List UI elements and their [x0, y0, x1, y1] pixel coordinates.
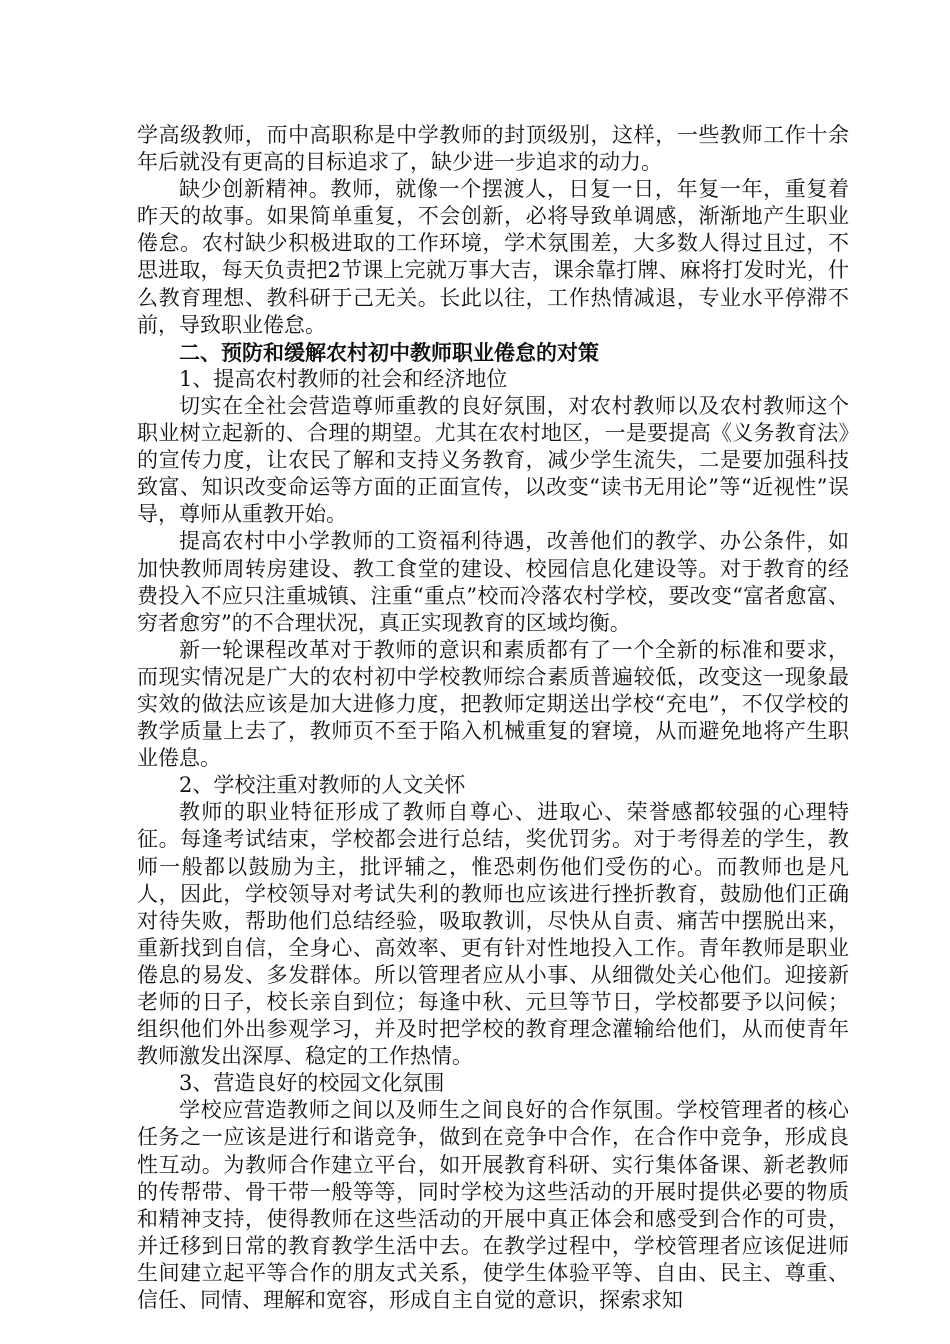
paragraph-welfare: 提高农村中小学教师的工资福利待遇，改善他们的教学、办公条件，如加快教师周转房建设、教工食堂的建设、校园信息化建设等。对于教育的经费投入不应只注重城镇、注重“重点”校而冷落农村学校，要改变“富者愈富、穷者愈穷”的不合理状况，真正实现教育的区域均衡。: [137, 529, 849, 635]
subheading-status: 1、提高农村教师的社会和经济地位: [179, 366, 508, 391]
paragraph-continuation: 学高级教师，而中高职称是中学教师的封顶级别，这样，一些教师工作十余年后就没有更高的目标追求了，缺少进一步追求的动力。: [137, 123, 849, 175]
subheading-campus-culture: 3、营造良好的校园文化氛围: [179, 1071, 445, 1096]
paragraph-lack-of-innovation: 缺少创新精神。教师，就像一个摆渡人，日复一日，年复一年，重复着昨天的故事。如果简单重复，不会创新，必将导致单调感，渐渐地产生职业倦怠。农村缺少积极进取的工作环境，学术氛围差，大多数人得过且过，不思进取，每天负责把2节课上完就万事大吉，课余靠打牌、麻将打发时光，什么教育理想、教科研于己无关。长此以往，工作热情减退，专业水平停滞不前，导致职业倦怠。: [137, 177, 849, 337]
section-heading-countermeasures: 二、预防和缓解农村初中教师职业倦怠的对策: [179, 339, 599, 365]
paragraph-care: 教师的职业特征形成了教师自尊心、进取心、荣誉感都较强的心理特征。每逢考试结束，学校都会进行总结，奖优罚劣。对于考得差的学生，教师一般都以鼓励为主，批评辅之，惟恐刺伤他们受伤的心。而教师也是凡人，因此，学校领导对考试失利的教师也应该进行挫折教育，鼓励他们正确对待失败，帮助他们总结经验，吸取教训，尽快从自责、痛苦中摆脱出来，重新找到自信，全身心、高效率、更有针对性地投入工作。青年教师是职业倦息的易发、多发群体。所以管理者应从小事、从细微处关心他们。迎接新老师的日子，校长亲自到位；每逢中秋、元旦等节日，学校都要予以问候；组织他们外出参观学习，并及时把学校的教育理念灌输给他们，从而使青年教师激发出深厚、稳定的工作热情。: [137, 800, 849, 1069]
paragraph-respect-teachers: 切实在全社会营造尊师重教的良好氛围，对农村教师以及农村教师这个职业树立起新的、合理的期望。尤其在农村地区，一是要提高《义务教育法》的宣传力度，让农民了解和支持义务教育，减少学生流失，二是要加强科技致富、知识改变命运等方面的正面宣传，以改变“读书无用论”等“近视性”误导，尊师从重教开始。: [137, 393, 849, 527]
paragraph-training: 新一轮课程改革对于教师的意识和素质都有了一个全新的标准和要求，而现实情况是广大的农村初中学校教师综合素质普遍较低，改变这一现象最实效的做法应该是加大进修力度，把教师定期送出学校“充电”，不仅学校的教学质量上去了，教师页不至于陷入机械重复的窘境，从而避免地将产生职业倦息。: [137, 637, 849, 771]
subheading-humanistic-care: 2、学校注重对教师的人文关怀: [179, 773, 466, 798]
paragraph-cooperation: 学校应营造教师之间以及师生之间良好的合作氛围。学校管理者的核心任务之一应该是进行和谐竞争，做到在竞争中合作，在合作中竞争，形成良性互动。为教师合作建立平台，如开展教育科研、实行集体备课、新老教师的传帮带、骨干带一般等等，同时学校为这些活动的开展时提供必要的物质和精神支持，使得教师在这些活动的开展中真正体会和感受到合作的可贵，并迁移到日常的教育教学生活中去。在教学过程中，学校管理者应该促进师生间建立起平等合作的朋友式关系，使学生体验平等、自由、民主、尊重、信任、同情、理解和宽容，形成自主自觉的意识，探索求知: [137, 1098, 849, 1313]
document-body: [137, 122, 849, 1314]
